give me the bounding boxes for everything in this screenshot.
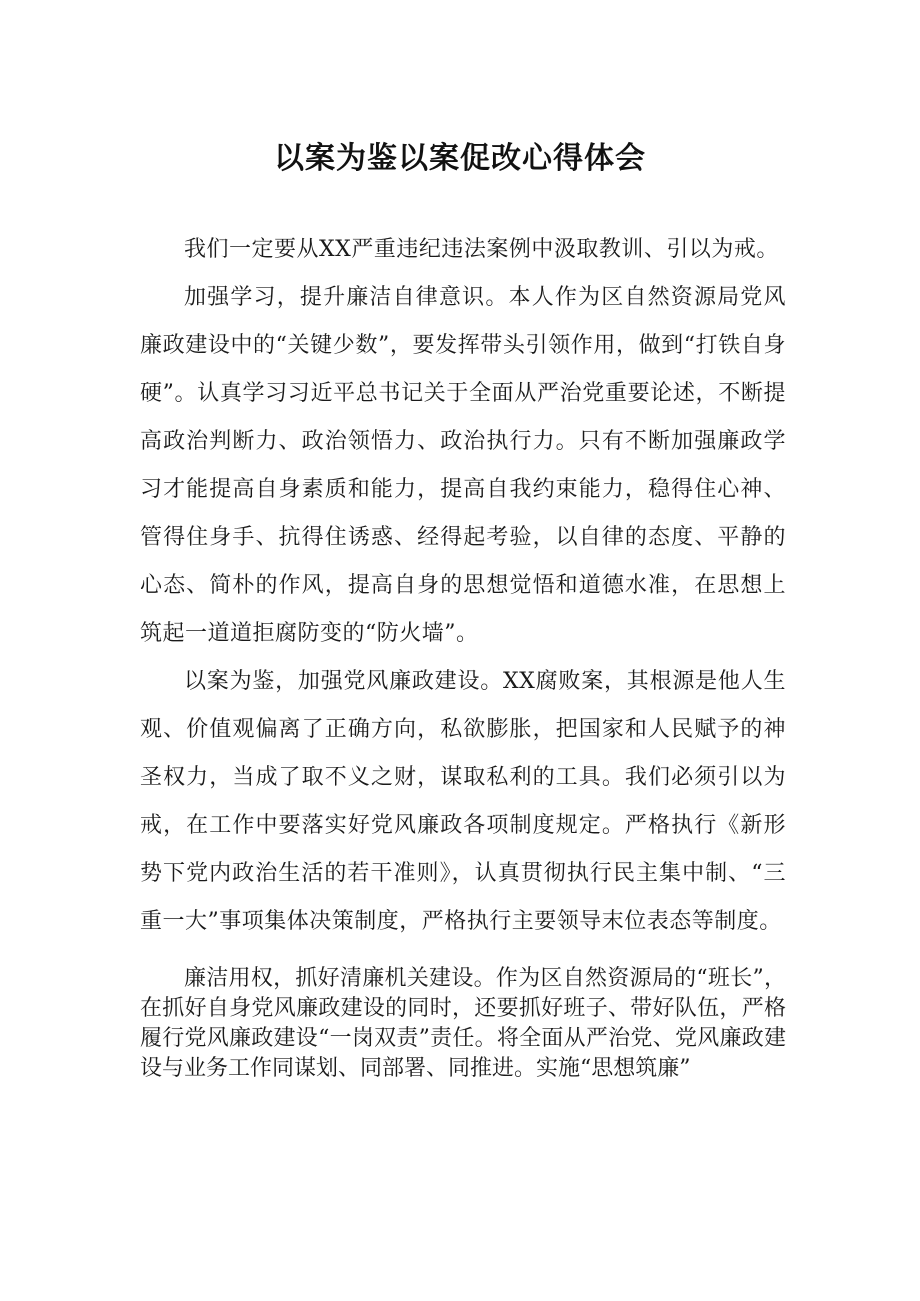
paragraph-intro: 我们一定要从XX严重违纪违法案例中汲取教训、引以为戒。 xyxy=(184,237,779,262)
paragraph-integrity: 廉洁用权，抓好清廉机关建设。作为区自然资源局的“班长”，在抓好自身党风廉政建设的同时，还要抓好班子、带好队伍，严格履行党风廉政建设“一岗双责”责任。将全面从严治党、党风廉政建设与业务工作同谋划、同部署、同推进。实施“思想筑廉” xyxy=(140,966,786,1081)
document-body xyxy=(140,226,786,1084)
document-title: 以案为鉴以案促改心得体会 xyxy=(274,141,646,176)
paragraph-lesson: 以案为鉴，加强党风廉政建设。XX腐败案，其根源是他人生观、价值观偏离了正确方向，私欲膨胀，把国家和人民赋予的神圣权力，当成了取不义之财，谋取私利的工具。我们必须引以为戒，在工作中要落实好党风廉政各项制度规定。严格执行《新形势下党内政治生活的若干准则》，认真贯彻执行民主集中制、“三重一大”事项集体决策制度，严格执行主要领导末位表态等制度。 xyxy=(140,669,786,934)
paragraph-study: 加强学习，提升廉洁自律意识。本人作为区自然资源局党风廉政建设中的“关键少数”，要发挥带头引领作用，做到“打铁自身硬”。认真学习习近平总书记关于全面从严治党重要论述，不断提高政治判断力、政治领悟力、政治执行力。只有不断加强廉政学习才能提高自身素质和能力，提高自我约束能力，稳得住心神、管得住身手、抗得住诱惑、经得起考验，以自律的态度、平静的心态、简朴的作风，提高自身的思想觉悟和道德水准，在思想上筑起一道道拒腐防变的“防火墙”。 xyxy=(140,285,786,646)
